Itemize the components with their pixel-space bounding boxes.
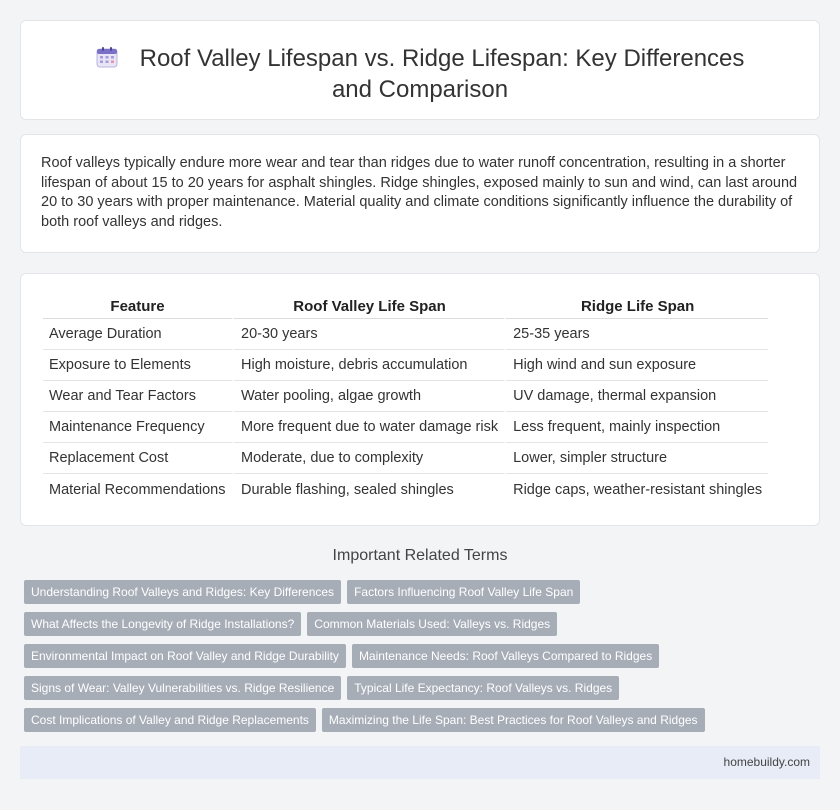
page-title-row (21, 44, 819, 104)
table-cell: Water pooling, algae growth (232, 381, 504, 412)
table-cell: More frequent due to water damage risk (232, 412, 504, 443)
footer (20, 746, 820, 779)
comparison-table (43, 295, 768, 505)
table-cell: Replacement Cost (43, 443, 232, 474)
table-cell: Wear and Tear Factors (43, 381, 232, 412)
table-cell: Average Duration (43, 319, 232, 350)
tag-row (24, 580, 724, 612)
related-term-tag[interactable]: Environmental Impact on Roof Valley and Ridge Durability (24, 644, 346, 668)
tag-row (24, 644, 724, 676)
footer-site-link[interactable]: homebuildy.com (723, 755, 810, 769)
related-term-tag[interactable]: Common Materials Used: Valleys vs. Ridges (307, 612, 557, 636)
header-valley: Roof Valley Life Span (232, 295, 504, 319)
table-cell: Less frequent, mainly inspection (504, 412, 768, 443)
table-cell: High moisture, debris accumulation (232, 350, 504, 381)
table-row (43, 443, 768, 474)
tag-row (24, 612, 724, 644)
related-terms-heading: Important Related Terms (332, 547, 508, 564)
related-term-tag[interactable]: What Affects the Longevity of Ridge Installations? (24, 612, 301, 636)
related-term-tag[interactable]: Typical Life Expectancy: Roof Valleys vs. Ridges (347, 676, 619, 700)
related-term-tag[interactable]: Signs of Wear: Valley Vulnerabilities vs. Ridge Resilience (24, 676, 341, 700)
table-row (43, 319, 768, 350)
table-cell: Material Recommendations (49, 481, 226, 498)
related-term-tag[interactable]: Understanding Roof Valleys and Ridges: Key Differences (24, 580, 341, 604)
table-row (43, 412, 768, 443)
calendar-icon (96, 46, 118, 75)
table-header-row (43, 295, 768, 319)
header-ridge: Ridge Life Span (504, 295, 768, 319)
table-cell: UV damage, thermal expansion (504, 381, 768, 412)
summary-card (20, 134, 820, 253)
table-cell: Maintenance Frequency (43, 412, 232, 443)
comparison-table-card (20, 273, 820, 526)
tag-row (24, 708, 724, 740)
related-term-tag[interactable]: Maintenance Needs: Roof Valleys Compared to Ridges (352, 644, 659, 668)
table-cell: 25-35 years (504, 319, 768, 350)
page-title: Roof Valley Lifespan vs. Ridge Lifespan: Key Differences and Comparison (139, 45, 745, 103)
table-cell: Ridge caps, weather-resistant shingles (504, 474, 768, 505)
related-term-tag[interactable]: Maximizing the Life Span: Best Practices for Roof Valleys and Ridges (322, 708, 705, 732)
title-card (20, 20, 820, 120)
summary-text: Roof valleys typically endure more wear and tear than ridges due to water runoff concentration, resulting in a shorter lifespan of about 15 to 20 years for asphalt shingles. Ridge shingles, exposed mainly to sun and wind, can last around 20 to 30 years with proper maintenance. Material quality and climate conditions significantly influence the durability of both roof valleys and ridges. (41, 155, 798, 230)
table-row (43, 474, 768, 505)
tag-row (24, 676, 724, 708)
table-row (43, 381, 768, 412)
table-row (43, 350, 768, 381)
header-feature: Feature (43, 295, 232, 319)
table-cell: Moderate, due to complexity (232, 443, 504, 474)
table-cell: 20-30 years (232, 319, 504, 350)
table-cell: Exposure to Elements (43, 350, 232, 381)
table-cell: Lower, simpler structure (504, 443, 768, 474)
table-cell: High wind and sun exposure (504, 350, 768, 381)
related-terms-list (24, 580, 724, 740)
related-term-tag[interactable]: Factors Influencing Roof Valley Life Span (347, 580, 580, 604)
related-term-tag[interactable]: Cost Implications of Valley and Ridge Replacements (24, 708, 316, 732)
table-cell: Durable flashing, sealed shingles (232, 474, 504, 505)
